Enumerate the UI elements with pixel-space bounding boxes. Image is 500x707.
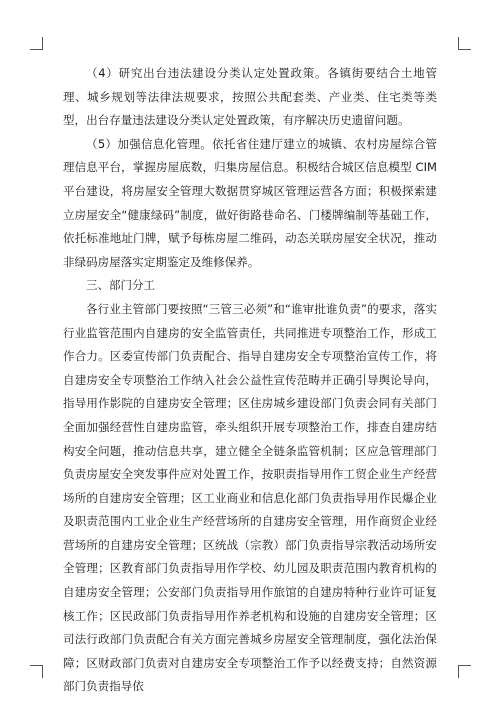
section-heading-department-division: 三、部门分工 [86,278,155,293]
crop-mark-top-left [30,37,43,50]
crop-mark-bottom-right [458,665,471,678]
paragraph-violation-policy: （4）研究出台违法建设分类认定处置政策。各镇街要结合土地管理、城乡规划等法律法规要求，按照公共配套类、产业类、住宅类等类型，出台存量违法建设分类认定处置政策，有序解决历史遗留问题。 [63,66,437,128]
paragraph-information-management: （5）加强信息化管理。依托省住建厅建立的城镇、农村房屋综合管理信息平台，掌握房屋底数，归集房屋信息。积极结合城区信息模型 CIM 平台建设，将房屋安全管理大数据贯穿城区管理运营各方面；积极探索建立房屋安全“健康绿码”制度，做好街路巷命名、门楼牌编制等基础工作，依托标准地址门牌，赋予每栋房屋二维码，动态关联房屋安全状况，推动非绿码房屋落实定期鉴定及维修保养。 [63,136,437,269]
document-body [63,62,437,699]
crop-mark-bottom-left [30,665,43,678]
crop-mark-top-right [458,37,471,50]
paragraph-department-responsibilities: 各行业主管部门要按照“三管三必须”和“谁审批谁负责”的要求，落实行业监管范围内自建房的安全监管责任，共同推进专项整治工作，形成工作合力。区委宣传部门负责配合、指导自建房安全专项整治宣传工作，将自建房安全专项整治工作纳入社会公益性宣传范畴并正确引导舆论导向，指导用作影院的自建房安全管理；区住房城乡建设部门负责会同有关部门全面加强经营性自建房监管，牵头组织开展专项整治工作，排查自建房结构安全问题，推动信息共享，建立健全全链条监管机制；区应急管理部门负责房屋安全突发事件应对处置工作，按职责指导用作工贸企业生产经营场所的自建房安全管理；区工业商业和信息化部门负责指导用作民爆企业及职责范围内工业企业生产经营场所的自建房安全管理，用作商贸企业经营场所的自建房安全管理；区统战（宗教）部门负责指导宗教活动场所安全管理；区教育部门负责指导用作学校、幼儿园及职责范围内教育机构的自建房安全管理；公安部门负责指导用作旅馆的自建房特种行业许可证复核工作；区民政部门负责指导用作养老机构和设施的自建房安全管理；区司法行政部门负责配合有关方面完善城乡房屋安全管理制度，强化法治保障；区财政部门负责对自建房安全专项整治工作予以经费支持；自然资源部门负责指导依 [63,301,437,694]
